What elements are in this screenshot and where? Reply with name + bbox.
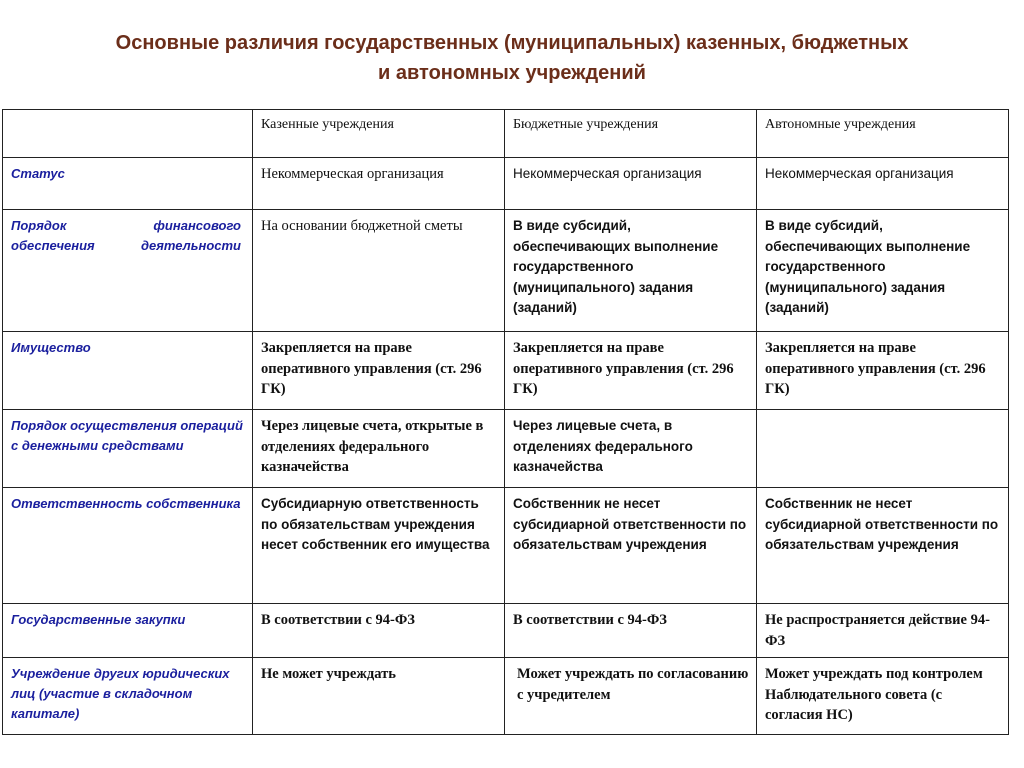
comparison-table: [2, 109, 1009, 735]
page-title-line-2: и автономных учреждений: [378, 62, 646, 84]
cell-kazennye-financing: На основании бюджетной сметы: [253, 210, 505, 332]
cell-byudzhetnye-procurement: В соответствии с 94-ФЗ: [505, 604, 757, 658]
table-row: [3, 604, 1009, 658]
cell-byudzhetnye-cash-operations: Через лицевые счета, в отделениях федерального казначейства: [505, 410, 757, 488]
row-label-owner-liability: Ответственность собственника: [3, 488, 253, 604]
header-cell-byudzhetnye: Бюджетные учреждения: [505, 110, 757, 158]
cell-avtonomnye-founding: Может учреждать под контролем Наблюдательного совета (с согласия НС): [757, 658, 1009, 735]
cell-kazennye-property: Закрепляется на праве оперативного управления (ст. 296 ГК): [253, 332, 505, 410]
cell-byudzhetnye-financing: В виде субсидий, обеспечивающих выполнение государственного (муниципального) задания (заданий): [505, 210, 757, 332]
row-label-status: Статус: [3, 158, 253, 210]
cell-avtonomnye-status: Некоммерческая организация: [757, 158, 1009, 210]
table-row: [3, 658, 1009, 735]
cell-kazennye-owner-liability: Субсидиарную ответственность по обязательствам учреждения несет собственник его имущества: [253, 488, 505, 604]
row-label-financing: [3, 210, 253, 332]
row-label-cash-operations: Порядок осуществления операций с денежными средствами: [3, 410, 253, 488]
cell-byudzhetnye-founding: [505, 658, 757, 735]
page-title: [0, 28, 1024, 88]
cell-byudzhetnye-founding-text: Может учреждать по согласованию с учредителем: [517, 666, 749, 703]
cell-byudzhetnye-owner-liability: Собственник не несет субсидиарной ответственности по обязательствам учреждения: [505, 488, 757, 604]
table-row: [3, 488, 1009, 604]
cell-avtonomnye-cash-operations: [757, 410, 1009, 488]
cell-kazennye-founding: Не может учреждать: [253, 658, 505, 735]
cell-kazennye-procurement: В соответствии с 94-ФЗ: [253, 604, 505, 658]
header-cell-kazennye: Казенные учреждения: [253, 110, 505, 158]
table-row: [3, 332, 1009, 410]
table-header-row: [3, 110, 1009, 158]
cell-kazennye-status: Некоммерческая организация: [253, 158, 505, 210]
cell-avtonomnye-procurement: Не распространяется действие 94-ФЗ: [757, 604, 1009, 658]
header-cell-empty: [3, 110, 253, 158]
table-row: [3, 210, 1009, 332]
row-label-property: Имущество: [3, 332, 253, 410]
cell-avtonomnye-property: Закрепляется на праве оперативного управления (ст. 296 ГК): [757, 332, 1009, 410]
header-cell-avtonomnye: Автономные учреждения: [757, 110, 1009, 158]
table-row: [3, 158, 1009, 210]
cell-byudzhetnye-status: Некоммерческая организация: [505, 158, 757, 210]
row-label-financing-text: Порядок финансового обеспечения деятельности: [11, 218, 241, 253]
cell-byudzhetnye-property: Закрепляется на праве оперативного управления (ст. 296 ГК): [505, 332, 757, 410]
page-title-line-1: Основные различия государственных (муниципальных) казенных, бюджетных: [115, 32, 909, 54]
cell-avtonomnye-financing: В виде субсидий, обеспечивающих выполнение государственного (муниципального) задания (заданий): [757, 210, 1009, 332]
table-row: [3, 410, 1009, 488]
row-label-procurement: Государственные закупки: [3, 604, 253, 658]
cell-kazennye-cash-operations: Через лицевые счета, открытые в отделениях федерального казначейства: [253, 410, 505, 488]
row-label-founding: Учреждение других юридических лиц (участие в складочном капитале): [3, 658, 253, 735]
cell-avtonomnye-owner-liability: Собственник не несет субсидиарной ответственности по обязательствам учреждения: [757, 488, 1009, 604]
